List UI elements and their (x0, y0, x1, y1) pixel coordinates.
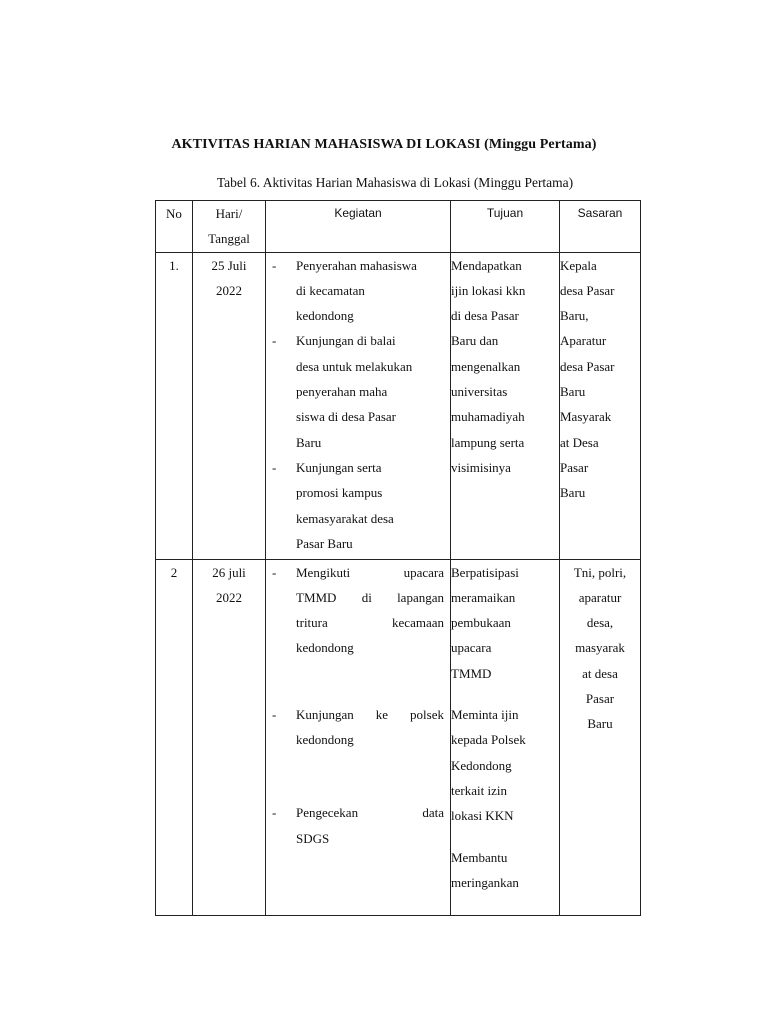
row-day (193, 252, 266, 559)
activity-line: kedondong (296, 308, 354, 324)
header-kegiatan: Kegiatan (266, 201, 451, 253)
header-day (193, 201, 266, 253)
tujuan-line: Baru dan (451, 333, 499, 349)
sasaran-line: masyarak (575, 640, 625, 656)
row-day-line: 26 juli (212, 564, 246, 580)
activity-line: SDGS (296, 830, 330, 846)
row-no: 2 (156, 559, 193, 915)
tujuan-line: lampung serta (451, 434, 525, 450)
sasaran-line: Baru, (560, 308, 589, 324)
sasaran-line: Baru (560, 384, 586, 400)
activity-item (266, 702, 450, 753)
tujuan-line: Mendapatkan (451, 257, 522, 273)
activity-line: Mengikuti upacara (296, 564, 444, 580)
sasaran-line: Aparatur (560, 333, 607, 349)
activity-line: kedondong (296, 640, 354, 656)
activity-item (266, 800, 450, 851)
dash-bullet: - (272, 706, 277, 722)
tujuan-line: meramaikan (451, 589, 516, 605)
activity-line: TMMD di lapangan (296, 589, 444, 605)
header-day-line: Tanggal (208, 231, 250, 247)
tujuan-line: kepada Polsek (451, 732, 526, 748)
activity-line: siswa di desa Pasar (296, 409, 397, 425)
tujuan-line: ijin lokasi kkn (451, 282, 526, 298)
sasaran-line: desa, (586, 615, 614, 631)
tujuan-line: Membantu (451, 849, 508, 865)
sasaran-line: Pasar (560, 459, 589, 475)
activity-line: Kunjungan ke polsek (296, 706, 444, 722)
tujuan-line: Kedondong (451, 757, 512, 773)
sasaran-line: Tni, polri, (573, 564, 627, 580)
sasaran-line: aparatur (578, 589, 622, 605)
sasaran-line: Masyarak (560, 409, 612, 425)
tujuan-line: Berpatisipasi (451, 564, 519, 580)
row-kegiatan (266, 252, 451, 559)
sasaran-line: desa Pasar (560, 358, 615, 374)
tujuan-line: upacara (451, 640, 492, 656)
header-tujuan: Tujuan (451, 201, 560, 253)
tujuan-line: meringankan (451, 874, 519, 890)
table-row (156, 559, 641, 915)
activity-line: kedondong (296, 732, 354, 748)
activity-line: tritura kecamaan (296, 615, 444, 631)
spacer (266, 661, 450, 702)
activity-line: Pengecekan data (296, 805, 444, 821)
activity-line: Kunjungan di balai (296, 333, 396, 349)
dash-bullet: - (272, 564, 277, 580)
tujuan-line: pembukaan (451, 615, 511, 631)
activity-line: Baru (296, 434, 322, 450)
activity-line: Kunjungan serta (296, 459, 382, 475)
row-no: 1. (156, 252, 193, 559)
row-sasaran (560, 252, 641, 559)
sasaran-line: Baru (560, 485, 586, 501)
table-row (156, 252, 641, 559)
dash-bullet: - (272, 257, 277, 273)
header-sasaran: Sasaran (560, 201, 641, 253)
dash-bullet: - (272, 805, 277, 821)
activity-table (155, 200, 641, 916)
tujuan-line: lokasi KKN (451, 808, 514, 824)
activity-line: kemasyarakat desa (296, 510, 394, 526)
tujuan-line: muhamadiyah (451, 409, 525, 425)
header-day-line: Hari/ (215, 206, 243, 221)
sasaran-line: Kepala (560, 257, 597, 273)
tujuan-line: mengenalkan (451, 358, 521, 374)
activity-line: desa untuk melakukan (296, 358, 413, 374)
activity-line: promosi kampus (296, 485, 383, 501)
spacer (451, 686, 559, 702)
tujuan-line: visimisinya (451, 459, 511, 475)
spacer (451, 829, 559, 845)
activity-line: Pasar Baru (296, 535, 353, 551)
row-day-line: 25 Juli (211, 257, 247, 273)
row-day (193, 559, 266, 915)
row-tujuan (451, 559, 560, 915)
dash-bullet: - (272, 333, 277, 349)
tujuan-line: di desa Pasar (451, 308, 519, 324)
activity-line: di kecamatan (296, 282, 365, 298)
sasaran-line: desa Pasar (560, 282, 615, 298)
table-caption: Tabel 6. Aktivitas Harian Mahasiswa di Lokasi (Minggu Pertama) (216, 175, 574, 190)
activity-item (266, 328, 450, 454)
sasaran-line: Baru (587, 716, 613, 732)
tujuan-line: Meminta ijin (451, 707, 519, 723)
document-title: AKTIVITAS HARIAN MAHASISWA DI LOKASI (Minggu Pertama) (171, 137, 597, 152)
row-kegiatan (266, 559, 451, 915)
row-day-line: 2022 (216, 589, 242, 605)
row-tujuan (451, 252, 560, 559)
activity-line: penyerahan maha (296, 384, 388, 400)
tujuan-line: universitas (451, 384, 508, 400)
tujuan-line: terkait izin (451, 782, 507, 798)
activity-item (266, 560, 450, 661)
sasaran-line: at desa (582, 665, 618, 681)
table-header-row (156, 201, 641, 253)
row-day-line: 2022 (216, 282, 242, 298)
row-sasaran (560, 559, 641, 915)
activity-line: Penyerahan mahasiswa (296, 257, 417, 273)
activity-item (266, 253, 450, 329)
sasaran-line: Pasar (585, 691, 615, 707)
activity-item (266, 455, 450, 556)
dash-bullet: - (272, 459, 277, 475)
tujuan-line: TMMD (451, 665, 492, 681)
header-no: No (156, 201, 193, 253)
sasaran-line: at Desa (560, 434, 599, 450)
spacer (266, 752, 450, 800)
